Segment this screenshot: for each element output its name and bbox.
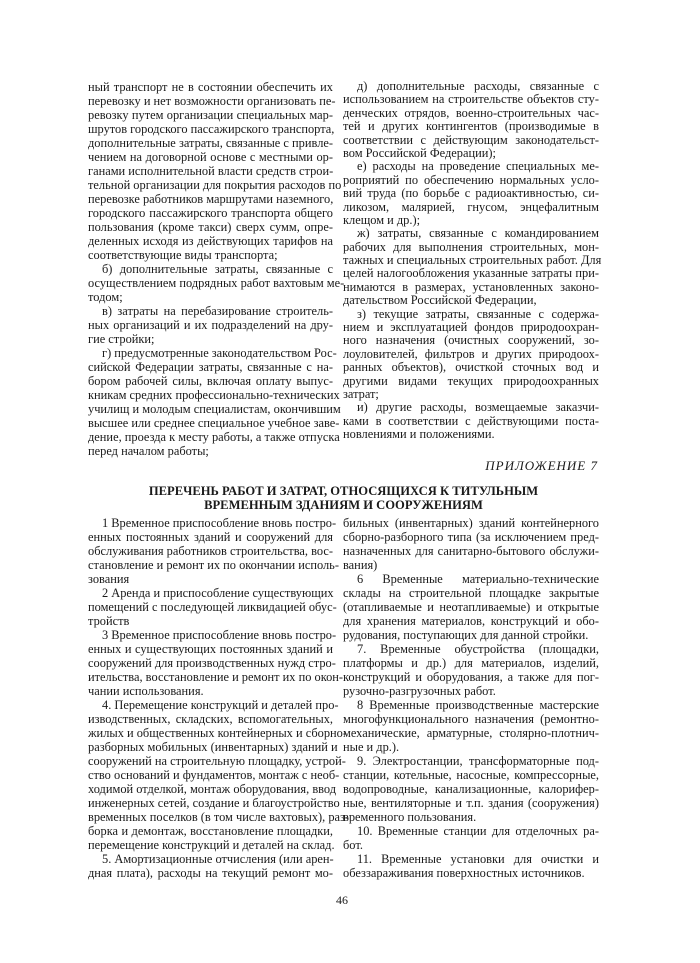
appendix-title	[88, 484, 599, 512]
text-line: 6 Временные материально-технические	[357, 572, 599, 586]
text-line: новлениями и положениями.	[343, 427, 495, 442]
text-line: ные, вентиляторные и т.п. здания (сооружения)	[343, 796, 599, 810]
paragraph	[88, 346, 341, 458]
text-line: бот.	[343, 838, 363, 852]
text-line: 8 Временные производственные мастерские	[357, 698, 599, 712]
section2-right-column	[343, 516, 599, 880]
text-line: перемещение конструкций и деталей на склад.	[88, 838, 335, 852]
paragraph	[343, 824, 599, 852]
text-line: целей налогообложения указанные затраты при-	[343, 266, 599, 281]
text-line: е) расходы на проведение специальных ме-	[357, 159, 599, 174]
text-line: помещений с последующей ликвидацией обус-	[88, 600, 337, 614]
text-line: жилых и общественных контейнерных и сборно-	[88, 726, 348, 740]
text-line: вания)	[343, 558, 378, 572]
text-line: 2 Аренда и приспособление существующих	[102, 586, 334, 600]
text-line: станции, котельные, насосные, компрессорные,	[343, 768, 599, 782]
text-line: рузочно-разгрузочных работ.	[343, 684, 496, 698]
paragraph	[88, 628, 344, 698]
title-line-1: ПЕРЕЧЕНЬ РАБОТ И ЗАТРАТ, ОТНОСЯЩИХСЯ К ТИТУЛЬНЫМ	[148, 484, 539, 498]
text-line: сооружений на строительную площадку, устрой-	[88, 754, 346, 768]
paragraph	[343, 80, 599, 160]
text-line: перед началом работы;	[88, 444, 209, 458]
text-line: (отапливаемые и неотапливаемые) и открытые	[343, 600, 599, 614]
text-line: ревозку путем организации специальных мар-	[88, 108, 333, 122]
text-line: дательством Российской Федерации,	[343, 293, 537, 308]
text-line: ганами исполнительной власти средств строи-	[88, 164, 334, 178]
text-line: платформы и др.) для материалов, изделий,	[343, 656, 599, 670]
text-line: сийской Федерации затраты, связанные с на-	[88, 360, 333, 374]
text-line: 11. Временные установки для очистки и	[357, 852, 599, 866]
paragraph	[343, 852, 599, 880]
paragraph	[88, 698, 350, 852]
text-line: механические, арматурные, столярно-плотнич-	[343, 726, 599, 740]
text-line: бором рабочей силы, включая оплату выпус-	[88, 374, 333, 388]
text-line: дение, проезда к месту работы, а также отпуска	[88, 430, 340, 444]
text-line: з) текущие затраты, связанные с содержа-	[357, 306, 599, 321]
text-line: временного пользования.	[343, 810, 477, 824]
text-line: затрат;	[343, 386, 379, 401]
text-line: высшее или среднее специальное учебное заве-	[88, 416, 340, 430]
text-line: чением на договорной основе с местными ор-	[88, 150, 333, 164]
text-line: вом Российской Федерации);	[343, 145, 496, 160]
paragraph	[88, 516, 339, 586]
text-line: для хранения материалов, конструкций и обо-	[343, 614, 599, 628]
paragraph	[343, 516, 599, 572]
text-line: 10. Временные станции для отделочных ра-	[357, 824, 599, 838]
text-line: тодом;	[88, 290, 123, 304]
paragraph	[343, 226, 602, 308]
text-line: пользования (кроме такси) сверх сумм, опре-	[88, 220, 333, 234]
text-line: ные и др.).	[343, 740, 400, 754]
paragraph	[343, 401, 599, 441]
text-line: становление и ремонт их по окончании исполь-	[88, 558, 339, 572]
text-line: ликозом, малярией, гнусом, энцефалитным	[343, 199, 599, 214]
text-line: ных организаций и их подразделений на дру-	[88, 318, 333, 332]
text-line: конструкций и оборудования, а также для пог-	[343, 670, 599, 684]
appendix-label: ПРИЛОЖЕНИЕ 7	[485, 458, 598, 473]
text-line: соответствии с действующим законодательст-	[343, 132, 599, 147]
text-line: временных поселков (в том числе вахтовых), раз-	[88, 810, 350, 824]
text-line: бильных (инвентарных) зданий контейнерного	[343, 516, 599, 530]
text-line: в) затраты на перебазирование строитель-	[102, 304, 333, 318]
text-line: 3 Временное приспособление вновь постро-	[102, 628, 337, 642]
section1-left-column	[88, 80, 345, 458]
text-line: денческих отрядов, военно-строительных час-	[343, 105, 599, 120]
text-line: тельной организации для покрытия расходов по	[88, 178, 342, 192]
text-line: ж) затраты, связанные с командированием	[357, 226, 599, 241]
paragraph	[343, 698, 599, 754]
paragraph	[88, 586, 337, 628]
text-line: соответствующие виды транспорта;	[88, 248, 278, 262]
paragraph	[343, 642, 599, 698]
text-line: д) дополнительные расходы, связанные с	[357, 79, 599, 93]
text-line: склады на строительной площадке закрытые	[343, 586, 599, 600]
text-line: 7. Временные обустройства (площадки,	[357, 642, 599, 656]
text-line: городского пассажирского транспорта общего	[88, 206, 333, 220]
text-line: рудования, поступающих для данной стройки.	[343, 628, 589, 642]
text-line: ками в соответствии с действующими поста-	[343, 413, 599, 428]
text-line: водопроводные, канализационные, калорифер-	[343, 782, 599, 796]
text-line: шрутов городского пассажирского транспорта,	[88, 122, 335, 136]
text-line: зования	[88, 572, 130, 586]
title-line-2: ВРЕМЕННЫМ ЗДАНИЯМ И СООРУЖЕНИЯМ	[204, 498, 483, 512]
text-line: ного назначения (очистных сооружений, зо-	[343, 333, 599, 348]
paragraph	[343, 572, 599, 642]
paragraph	[88, 304, 333, 346]
text-line: 4. Перемещение конструкций и деталей про-	[102, 698, 339, 712]
text-line: ительства, восстановление и ремонт их по окон-	[88, 670, 344, 684]
text-line: б) дополнительные затраты, связанные с	[102, 262, 333, 276]
text-line: кникам средних профессионально-технических	[88, 388, 340, 402]
paragraph	[88, 80, 342, 262]
text-line: сборно-разборного типа (за исключением пред-	[343, 530, 599, 544]
text-line: училищ и молодым специалистам, окончившим	[88, 402, 341, 416]
text-line: дополнительные затраты, связанные с привле-	[88, 136, 333, 150]
text-line: енных и существующих постоянных зданий и	[88, 642, 333, 656]
text-line: ходимой отделкой, монтаж оборудования, ввод	[88, 782, 337, 796]
text-line: обеззараживания поверхностных источников.	[343, 866, 585, 880]
text-line: дная плата), расходы на текущий ремонт мо-	[88, 866, 333, 880]
text-line: вий труда (по борьбе с радиоактивностью, си-	[343, 186, 599, 201]
text-line: инженерных сетей, создание и благоустройство	[88, 796, 340, 810]
text-line: и) другие расходы, возмещаемые заказчи-	[357, 400, 599, 415]
text-line: тажных и специальных строительных работ. Для	[343, 253, 602, 268]
text-line: клещом и др.);	[343, 212, 421, 227]
text-line: разборных мобильных (инвентарных) зданий и	[88, 740, 338, 754]
text-line: гие стройки;	[88, 332, 155, 346]
text-line: сооружений для производственных нужд стро-	[88, 656, 336, 670]
text-line: рабочих для выполнения строительных, мон-	[343, 239, 599, 254]
text-line: ство оснований и фундаментов, монтаж с необ-	[88, 768, 340, 782]
text-line: 5. Амортизационные отчисления (или арен-	[102, 852, 334, 866]
text-line: назначенных для санитарно-бытового обслужи-	[343, 544, 599, 558]
text-line: тей и других контингентов (производимые в	[343, 119, 599, 134]
paragraph	[88, 262, 345, 304]
text-line: ный транспорт не в состоянии обеспечить их	[88, 80, 333, 94]
paragraph	[343, 160, 599, 227]
paragraph	[343, 754, 599, 824]
paragraph	[88, 852, 333, 880]
text-line: нием и эксплуатацией фондов природоохран-	[343, 320, 599, 335]
section2-left-column	[88, 516, 350, 880]
text-line: осуществлением подрядных работ вахтовым ме-	[88, 276, 345, 290]
text-line: 9. Электростанции, трансформаторные под-	[357, 754, 599, 768]
text-line: деленных исходя из действующих тарифов на	[88, 234, 333, 248]
text-line: обслуживания работников строительства, вос-	[88, 544, 333, 558]
text-line: г) предусмотренные законодательством Рос-	[102, 346, 337, 360]
text-line: тройств	[88, 614, 130, 628]
text-line: другими видами текущих природоохранных	[343, 373, 599, 388]
text-line: чании использования.	[88, 684, 204, 698]
text-line: 1 Временное приспособление вновь постро-	[102, 516, 337, 530]
text-line: использованием на строительстве объектов сту-	[343, 92, 599, 107]
text-line: перевозку и нет возможности организовать пе-	[88, 94, 336, 108]
text-line: енных постоянных зданий и сооружений для	[88, 530, 333, 544]
text-line: лоуловителей, фильтров и других природоох-	[343, 346, 599, 361]
text-line: роприятий по обеспечению нормальных усло-	[343, 172, 599, 187]
text-line: изводственных, складских, вспомогательных,	[88, 712, 333, 726]
text-line: борка и демонтаж, восстановление площадки,	[88, 824, 333, 838]
paragraph	[343, 308, 599, 402]
text-line: нимаются в размерах, установленных законо-	[343, 279, 599, 294]
text-line: ранных объектов), очисткой сточных вод и	[343, 360, 599, 375]
page-number: 46	[336, 893, 348, 907]
text-line: перевозке работников маршрутами наземного,	[88, 192, 334, 206]
section1-right-column	[343, 79, 602, 442]
text-line: многофункционального назначения (ремонтно-	[343, 712, 599, 726]
